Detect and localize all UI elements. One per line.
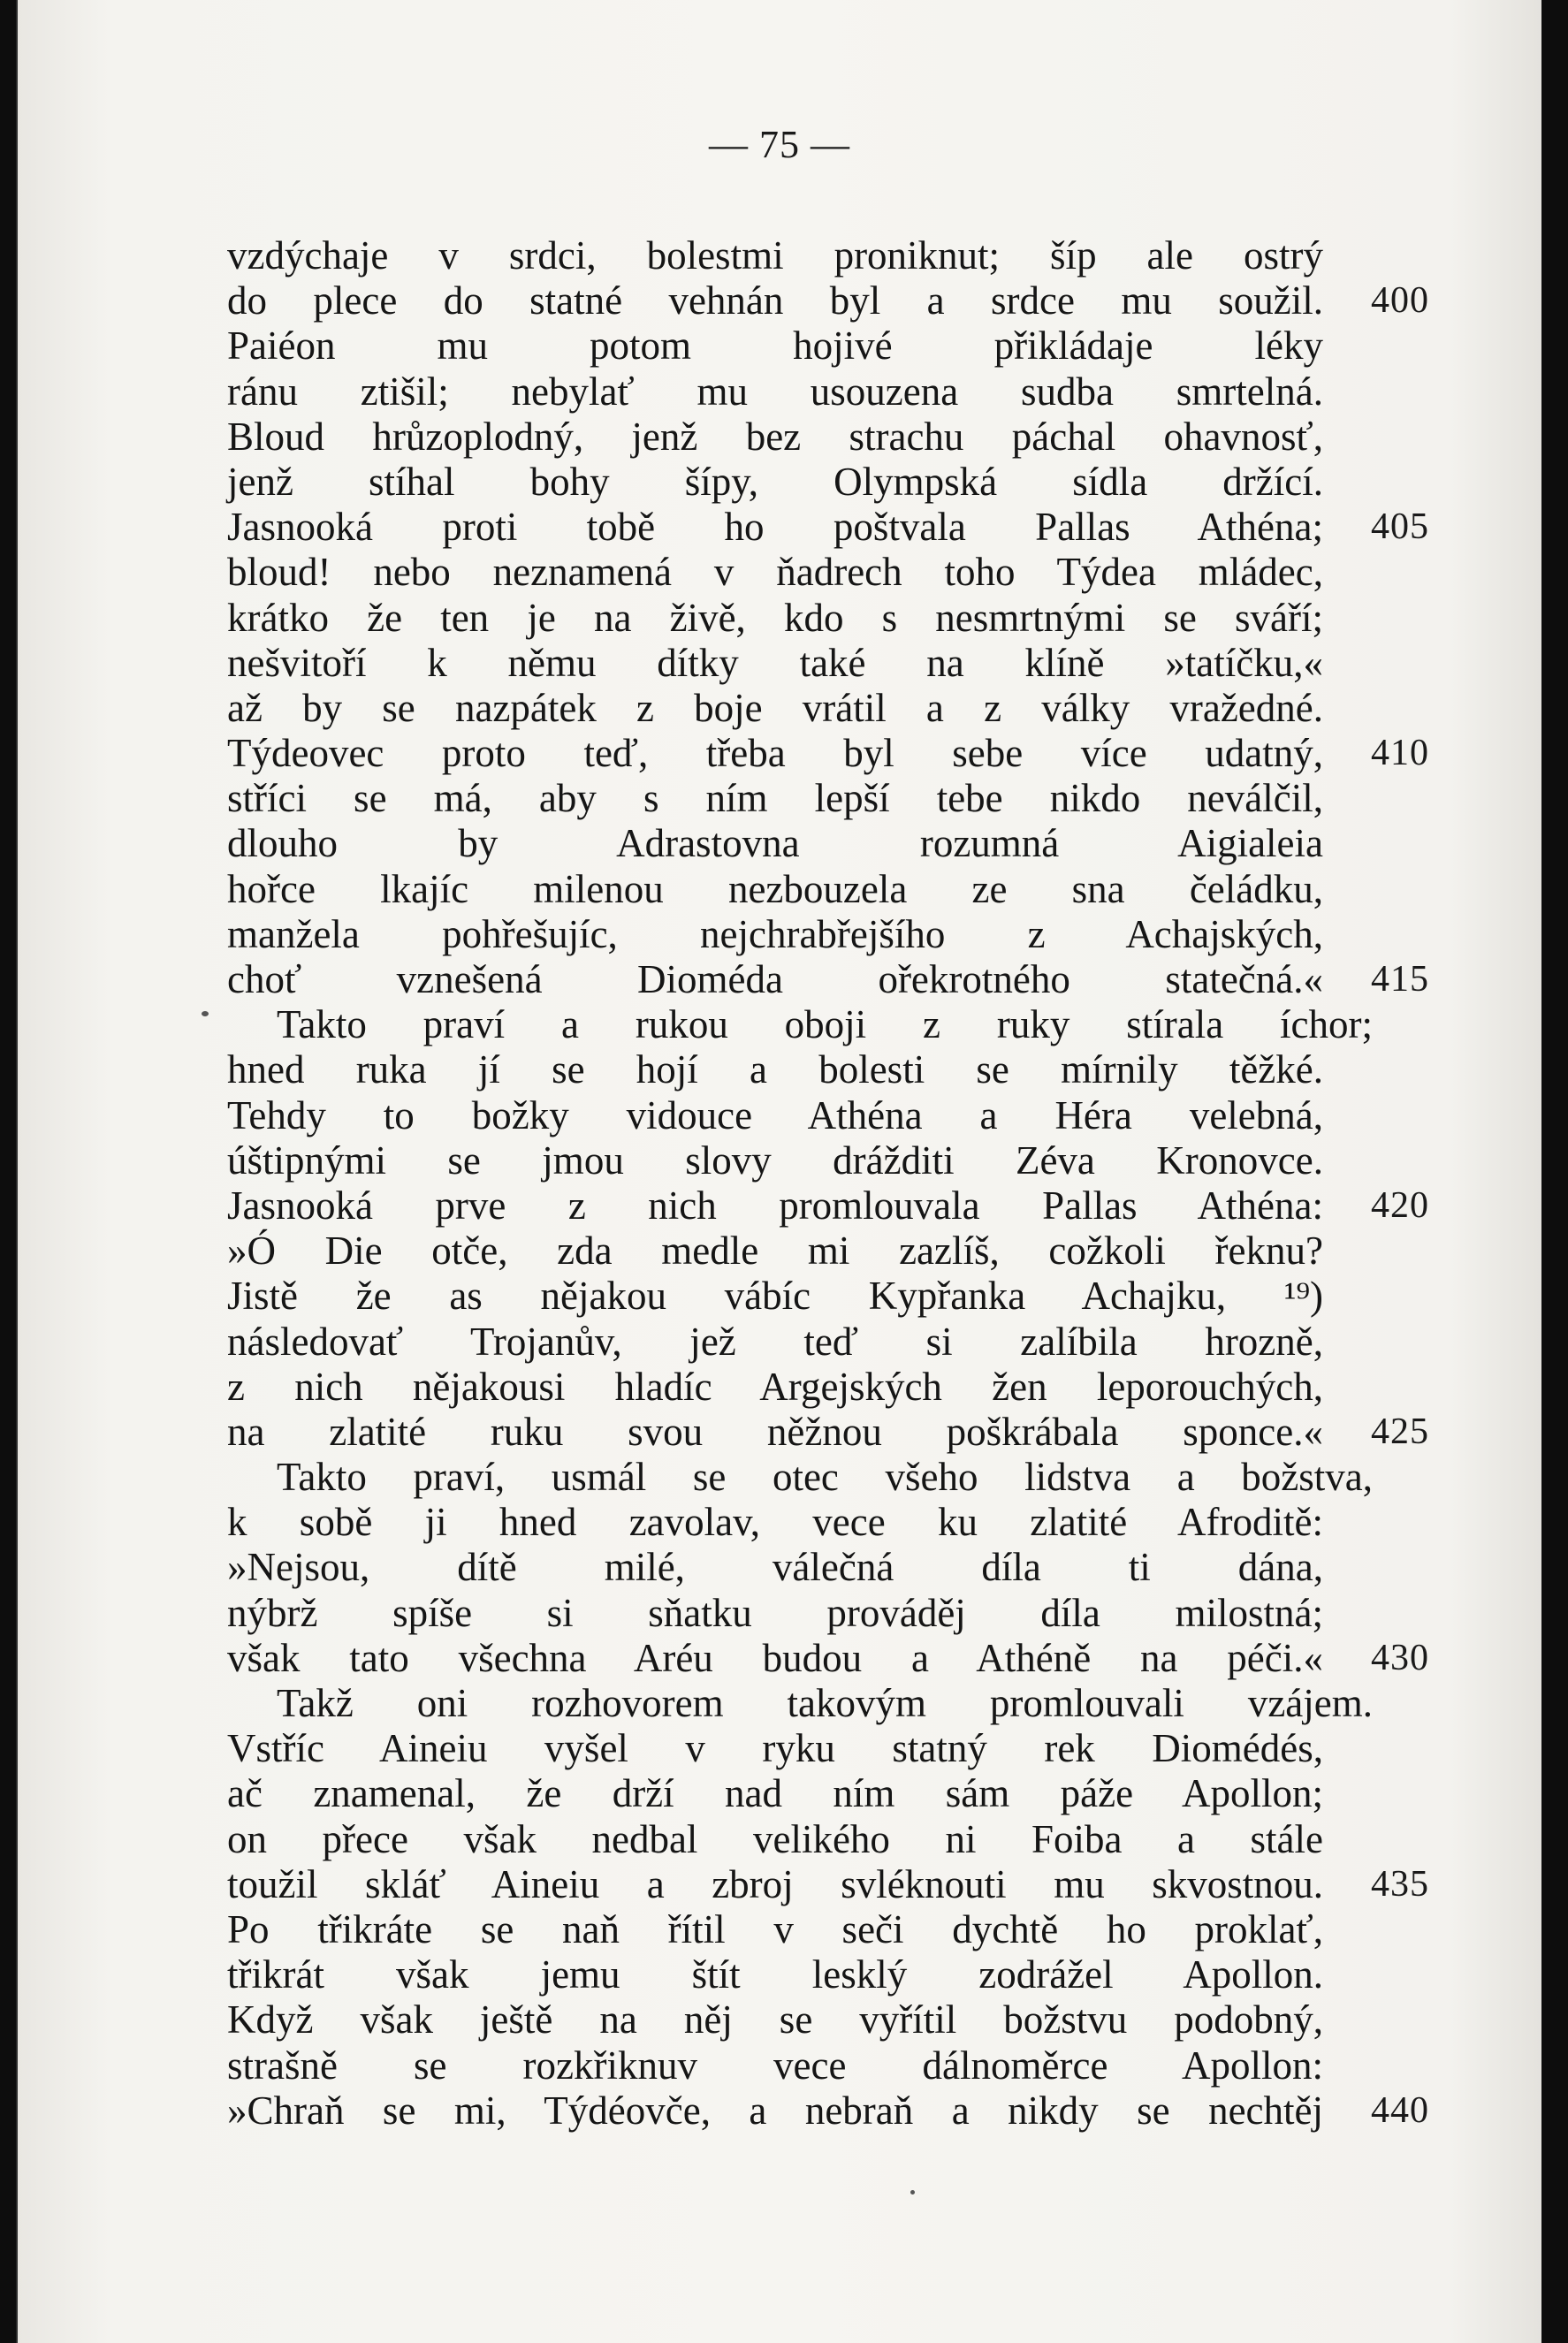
verse-line [227, 1455, 1429, 1500]
verse-line [227, 1093, 1429, 1138]
verse-line [227, 460, 1429, 505]
verse-text: krátko že ten je na živě, kdo s nesmrtnými se sváří; [227, 595, 1323, 640]
verse-line [227, 233, 1429, 278]
print-speck [202, 1011, 209, 1016]
verse-line [227, 686, 1429, 731]
verse-text: »Ó Die otče, zda medle mi zazlíš, cožkoli řeknu? [227, 1229, 1323, 1274]
verse-line [227, 1771, 1429, 1816]
line-number: 435 [1371, 1863, 1429, 1905]
verse-text: toužil skláť Aineiu a zbroj svléknouti mu skvostnou. [227, 1861, 1323, 1906]
verse-text: bloud! nebo neznamená v ňadrech toho Týdea mládec, [227, 550, 1323, 595]
line-number: 400 [1371, 280, 1429, 322]
verse-line [227, 1952, 1429, 1997]
line-number: 440 [1371, 2089, 1429, 2131]
verse-text: třikrát však jemu štít lesklý zodrážel Apollon. [227, 1952, 1323, 1997]
verse-line [227, 1997, 1429, 2043]
verse-text: ránu ztišil; nebylať mu usouzena sudba smrtelná. [227, 369, 1323, 414]
verse-line [227, 550, 1429, 595]
verse-text: nýbrž spíše si sňatku prováděj díla milostná; [227, 1590, 1323, 1635]
verse-text: vzdýchaje v srdci, bolestmi proniknut; šíp ale ostrý [227, 233, 1323, 278]
verse-text: ač znamenal, že drží nad ním sám páže Apollon; [227, 1771, 1323, 1816]
verse-text: choť vznešená Dioméda ořekrotného statečná.« [227, 957, 1323, 1001]
verse-line [227, 415, 1429, 460]
verse-text: manžela pohřešujíc, nejchrabřejšího z Achajských, [227, 911, 1323, 956]
verse-text: Jasnooká proti tobě ho poštvala Pallas Athéna; [227, 505, 1323, 550]
verse-text: Po třikráte se naň řítil v seči dychtě ho proklať, [227, 1906, 1323, 1951]
line-number: 425 [1371, 1411, 1429, 1452]
verse-line [227, 1138, 1429, 1183]
verse-text: hned ruka jí se hojí a bolesti se mírnily těžké. [227, 1047, 1323, 1092]
verse-text: Týdeovec proto teď, třeba byl sebe více udatný, [227, 731, 1323, 776]
line-number: 415 [1371, 959, 1429, 1000]
verse-line [227, 1274, 1429, 1319]
verse-text: Takto praví a rukou oboji z ruky stírala íchor; [277, 1002, 1373, 1047]
verse-line [227, 1002, 1429, 1047]
verse-line [227, 1500, 1429, 1545]
verse-text: Bloud hrůzoplodný, jenž bez strachu páchal ohavnosť, [227, 414, 1323, 459]
verse-line [227, 1636, 1429, 1681]
verse-line [227, 1229, 1429, 1274]
verse-line [227, 641, 1429, 686]
verse-line [227, 957, 1429, 1002]
print-speck [910, 2190, 915, 2195]
page-number: — 75 — [709, 123, 850, 166]
verse-text: úštipnými se jmou slovy drážditi Zéva Kronovce. [227, 1137, 1323, 1183]
verse-line [227, 2088, 1429, 2134]
verse-line [227, 1365, 1429, 1410]
verse-line [227, 1047, 1429, 1092]
verse-text: však tato všechna Aréu budou a Athéně na péči.« [227, 1635, 1323, 1680]
verse-text: do plece do statné vehnán byl a srdce mu soužil. [227, 278, 1323, 323]
verse-text: Jasnooká prve z nich promlouvala Pallas Athéna: [227, 1183, 1323, 1228]
verse-text: strašně se rozkřiknuv vece dálnoměrce Apollon: [227, 2043, 1323, 2088]
verse-line [227, 1726, 1429, 1771]
verse-text: na zlatité ruku svou něžnou poškrábala sponce.« [227, 1409, 1323, 1454]
verse-text: nešvitoří k němu dítky také na klíně »tatíčku,« [227, 640, 1323, 685]
verse-text: hořce lkajíc milenou nezbouzela ze sna čeládku, [227, 866, 1323, 911]
verse-line [227, 278, 1429, 323]
line-number: 410 [1371, 733, 1429, 774]
book-page [16, 0, 1541, 2343]
verse-line [227, 596, 1429, 641]
verse-line [227, 2043, 1429, 2088]
verse-line [227, 776, 1429, 821]
verse-line [227, 1183, 1429, 1229]
verse-text: Vstříc Aineiu vyšel v ryku statný rek Diomédés, [227, 1726, 1323, 1771]
verse-text: až by se nazpátek z boje vrátil a z války vražedné. [227, 685, 1323, 730]
verse-text: dlouho by Adrastovna rozumná Aigialeia [227, 821, 1323, 866]
verse-text: jenž stíhal bohy šípy, Olympská sídla držící. [227, 459, 1323, 504]
poem-text [227, 233, 1429, 2134]
verse-text: Jistě že as nějakou vábíc Kypřanka Achajku, ¹⁹) [227, 1274, 1323, 1319]
verse-text: k sobě ji hned zavolav, vece ku zlatité Afroditě: [227, 1500, 1323, 1545]
verse-text: Takž oni rozhovorem takovým promlouvali vzájem. [277, 1681, 1373, 1725]
verse-line [227, 505, 1429, 550]
verse-line [227, 323, 1429, 369]
verse-text: on přece však nedbal velikého ni Foiba a stále [227, 1816, 1323, 1861]
verse-text: »Chraň se mi, Týdéovče, a nebraň a nikdy se nechtěj [227, 2088, 1323, 2133]
verse-text: z nich nějakousi hladíc Argejských žen leporouchých, [227, 1364, 1323, 1409]
verse-line [227, 369, 1429, 415]
verse-line [227, 1907, 1429, 1952]
line-number: 420 [1371, 1184, 1429, 1226]
verse-text: Takto praví, usmál se otec všeho lidstva a božstva, [277, 1455, 1373, 1500]
verse-text: »Nejsou, dítě milé, válečná díla ti dána, [227, 1545, 1323, 1590]
verse-text: Paiéon mu potom hojivé přikládaje léky [227, 323, 1323, 369]
verse-text: Tehdy to božky vidouce Athéna a Héra velebná, [227, 1092, 1323, 1137]
verse-line [227, 867, 1429, 912]
verse-line [227, 1320, 1429, 1365]
verse-text: Když však ještě na něj se vyřítil božstvu podobný, [227, 1997, 1323, 2043]
verse-line [227, 1681, 1429, 1726]
verse-line [227, 731, 1429, 776]
verse-line [227, 821, 1429, 866]
line-number: 405 [1371, 506, 1429, 548]
line-number: 430 [1371, 1637, 1429, 1678]
verse-line [227, 1817, 1429, 1862]
verse-line [227, 1591, 1429, 1636]
verse-line [227, 912, 1429, 957]
verse-line [227, 1862, 1429, 1907]
verse-line [227, 1545, 1429, 1590]
verse-text: následovať Trojanův, jež teď si zalíbila hrozně, [227, 1319, 1323, 1364]
verse-line [227, 1410, 1429, 1455]
verse-text: stříci se má, aby s ním lepší tebe nikdo neválčil, [227, 776, 1323, 821]
